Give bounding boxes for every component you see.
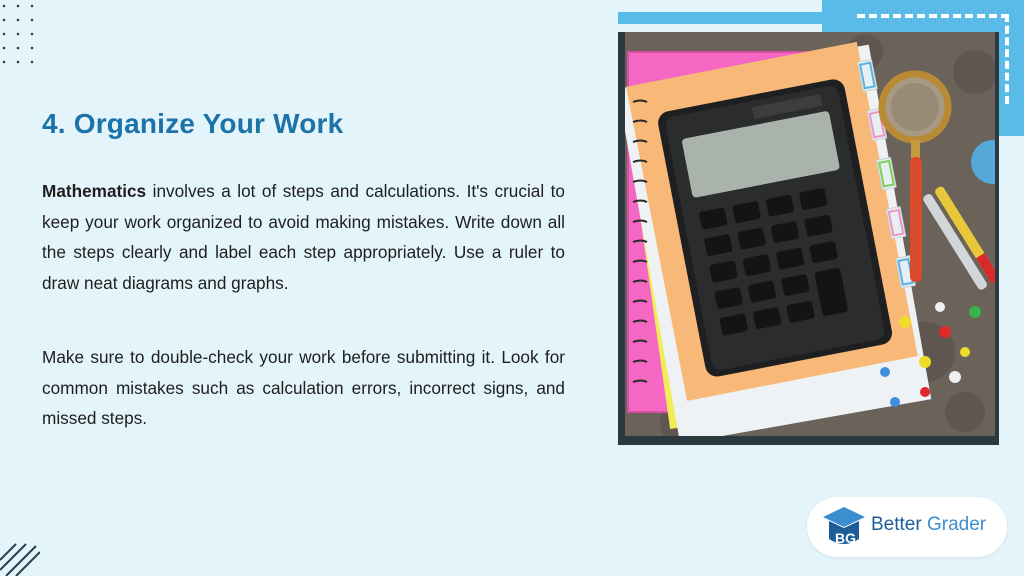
paragraph-double-check: Make sure to double-check your work before submitting it. Look for common mistakes such as calculation errors, incorrect signs, and missed steps. xyxy=(42,347,565,428)
hatch-lines-decoration xyxy=(0,536,40,576)
calculator-notebooks-illustration xyxy=(625,32,995,436)
logo-wordmark xyxy=(871,514,986,536)
svg-text:BG: BG xyxy=(835,530,856,546)
dot-grid-decoration xyxy=(0,0,40,70)
paragraph-keyword: Mathematics xyxy=(42,181,147,201)
logo-word-grader: Grader xyxy=(926,514,987,535)
graduation-cap-icon xyxy=(821,505,867,549)
slide-title: 4. Organize Your Work xyxy=(42,108,344,139)
paragraph-organize xyxy=(42,176,565,298)
paragraph-body: involves a lot of steps and calculations. It's crucial to keep your work organized to avoid making mistakes. Write down all the steps clearly and label each step appropriately. Use a ruler to draw neat diagrams and graphs. xyxy=(42,181,565,293)
desk-photo xyxy=(618,32,999,445)
logo-word-better: Better xyxy=(871,514,922,535)
better-grader-logo xyxy=(807,497,1007,557)
